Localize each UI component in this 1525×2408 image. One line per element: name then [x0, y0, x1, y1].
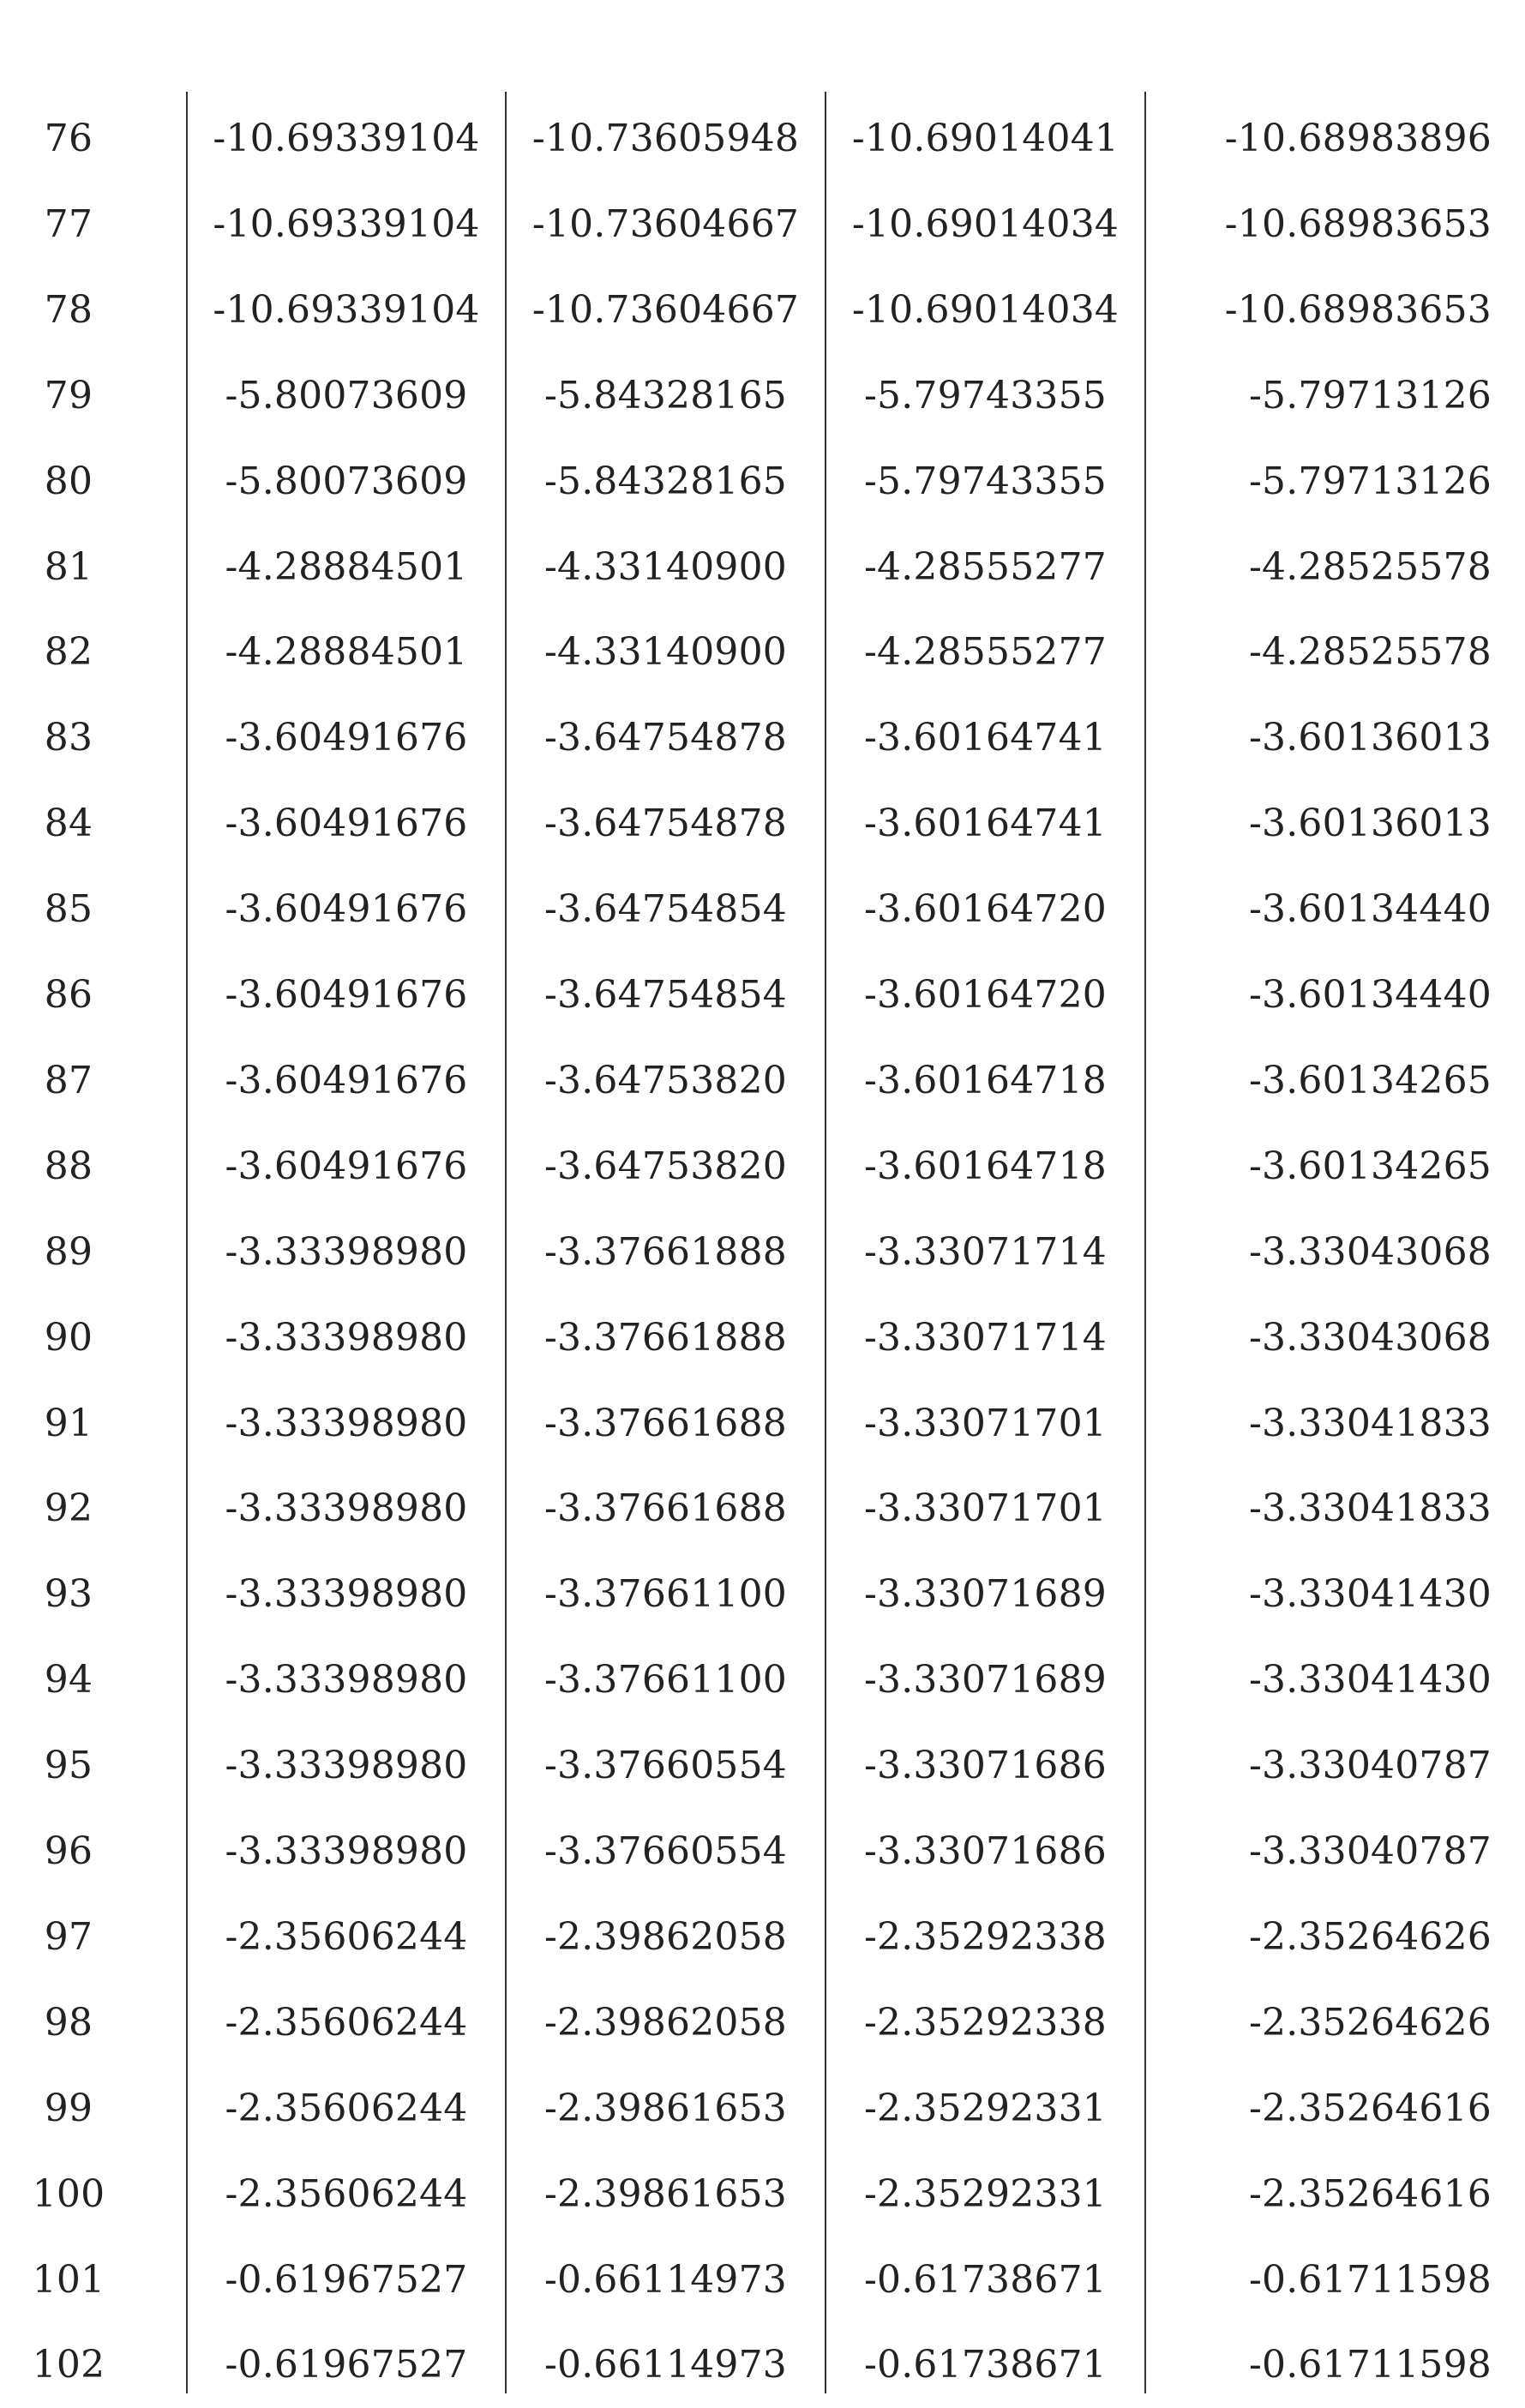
table-row: [0, 695, 1525, 781]
value-cell: -3.64754878: [543, 802, 787, 845]
table-row: [0, 353, 1525, 439]
value-cell: -10.68983653: [1224, 288, 1492, 332]
value-cell: -3.60164718: [863, 1144, 1107, 1188]
value-cell: -3.33071714: [863, 1316, 1107, 1360]
row-index-cell: 88: [44, 1144, 93, 1188]
value-cell: -3.37661888: [543, 1230, 787, 1274]
value-cell: -10.68983653: [1224, 202, 1492, 246]
value-cell: -3.33041833: [1248, 1402, 1492, 1445]
row-index-cell: 89: [44, 1230, 93, 1274]
value-cell: -3.33071701: [863, 1486, 1107, 1530]
value-cell: -10.69014034: [851, 288, 1120, 332]
value-cell: -3.33398980: [225, 1572, 468, 1616]
table-row: [0, 1637, 1525, 1723]
value-cell: -10.68983896: [1224, 117, 1492, 160]
value-cell: -5.84328165: [543, 374, 787, 417]
value-cell: -0.61967527: [225, 2258, 468, 2302]
value-cell: -3.33398980: [225, 1402, 468, 1445]
value-cell: -3.64753820: [543, 1059, 787, 1102]
value-cell: -3.33071686: [863, 1744, 1107, 1787]
table-row: [0, 96, 1525, 182]
value-cell: -5.80073609: [225, 374, 468, 417]
value-cell: -10.69014041: [851, 117, 1120, 160]
row-index-cell: 82: [44, 630, 93, 674]
row-index-cell: 95: [44, 1744, 93, 1787]
table-row: [0, 1381, 1525, 1467]
value-cell: -4.28525578: [1248, 545, 1492, 589]
value-cell: -3.60134440: [1248, 973, 1492, 1017]
row-index-cell: 81: [44, 545, 93, 589]
value-cell: -3.33043068: [1248, 1316, 1492, 1360]
value-cell: -3.60491676: [225, 973, 468, 1017]
row-index-cell: 84: [44, 802, 93, 845]
value-cell: -3.33071689: [863, 1658, 1107, 1702]
table-row: [0, 867, 1525, 952]
table-row: [0, 610, 1525, 695]
value-cell: -0.66114973: [543, 2258, 787, 2302]
row-index-cell: 102: [32, 2343, 105, 2387]
value-cell: -3.33041430: [1248, 1658, 1492, 1702]
value-cell: -5.84328165: [543, 459, 787, 503]
row-index-cell: 79: [44, 374, 93, 417]
value-cell: -4.33140900: [543, 545, 787, 589]
row-index-cell: 76: [44, 117, 93, 160]
value-cell: -3.60134265: [1248, 1144, 1492, 1188]
table-row: [0, 952, 1525, 1038]
table-row: [0, 1980, 1525, 2066]
value-cell: -3.64754854: [543, 973, 787, 1017]
table-row: [0, 1552, 1525, 1637]
value-cell: -3.60491676: [225, 1059, 468, 1102]
value-cell: -10.69339104: [213, 288, 480, 332]
value-cell: -2.39862058: [543, 1915, 787, 1959]
value-cell: -3.60164741: [863, 716, 1107, 760]
row-index-cell: 80: [44, 459, 93, 503]
table-row: [0, 2066, 1525, 2152]
value-cell: -5.80073609: [225, 459, 468, 503]
row-index-cell: 96: [44, 1829, 93, 1873]
value-cell: -3.60491676: [225, 802, 468, 845]
value-cell: -3.37661888: [543, 1316, 787, 1360]
value-cell: -3.60491676: [225, 887, 468, 931]
row-index-cell: 86: [44, 973, 93, 1017]
value-cell: -3.33041833: [1248, 1486, 1492, 1530]
row-index-cell: 77: [44, 202, 93, 246]
value-cell: -2.35292331: [863, 2087, 1107, 2130]
row-index-cell: 97: [44, 1915, 93, 1959]
row-index-cell: 93: [44, 1572, 93, 1616]
value-cell: -10.69014034: [851, 202, 1120, 246]
value-cell: -10.69339104: [213, 202, 480, 246]
value-cell: -3.33398980: [225, 1658, 468, 1702]
value-cell: -2.35264626: [1248, 1915, 1492, 1959]
value-cell: -3.33398980: [225, 1230, 468, 1274]
table-row: [0, 439, 1525, 525]
table-row: [0, 1809, 1525, 1895]
table-row: [0, 1466, 1525, 1552]
value-cell: -3.60164720: [863, 887, 1107, 931]
value-cell: -4.28555277: [863, 545, 1107, 589]
value-cell: -3.60164741: [863, 802, 1107, 845]
value-cell: -4.28884501: [225, 545, 468, 589]
value-cell: -10.69339104: [213, 117, 480, 160]
value-cell: -3.60134440: [1248, 887, 1492, 931]
value-cell: -0.61738671: [863, 2343, 1107, 2387]
value-cell: -2.35606244: [225, 2172, 468, 2216]
value-cell: -4.28884501: [225, 630, 468, 674]
value-cell: -2.35292338: [863, 1915, 1107, 1959]
table-row: [0, 2237, 1525, 2323]
table-row: [0, 182, 1525, 267]
value-cell: -5.79743355: [863, 459, 1107, 503]
value-cell: -2.39861653: [543, 2087, 787, 2130]
value-cell: -3.33071686: [863, 1829, 1107, 1873]
table-row: [0, 1124, 1525, 1210]
value-cell: -5.79743355: [863, 374, 1107, 417]
value-cell: -5.79713126: [1248, 459, 1492, 503]
row-index-cell: 87: [44, 1059, 93, 1102]
value-cell: -3.33041430: [1248, 1572, 1492, 1616]
value-cell: -0.66114973: [543, 2343, 787, 2387]
value-cell: -3.64754854: [543, 887, 787, 931]
value-cell: -10.73605948: [531, 117, 800, 160]
value-cell: -0.61738671: [863, 2258, 1107, 2302]
value-cell: -3.60136013: [1248, 802, 1492, 845]
value-cell: -2.35292338: [863, 2001, 1107, 2045]
value-cell: -2.35292331: [863, 2172, 1107, 2216]
row-index-cell: 101: [32, 2258, 105, 2302]
value-cell: -3.33071701: [863, 1402, 1107, 1445]
value-cell: -3.33043068: [1248, 1230, 1492, 1274]
row-index-cell: 99: [44, 2087, 93, 2130]
row-index-cell: 85: [44, 887, 93, 931]
row-index-cell: 91: [44, 1402, 93, 1445]
value-cell: -3.33398980: [225, 1829, 468, 1873]
row-index-cell: 78: [44, 288, 93, 332]
value-cell: -3.37660554: [543, 1829, 787, 1873]
value-cell: -3.33398980: [225, 1486, 468, 1530]
table-row: [0, 1723, 1525, 1809]
value-cell: -3.37661100: [543, 1572, 787, 1616]
table-row: [0, 1895, 1525, 1980]
value-cell: -0.61711598: [1248, 2343, 1492, 2387]
value-cell: -2.35606244: [225, 2087, 468, 2130]
table-row: [0, 1038, 1525, 1124]
row-index-cell: 100: [32, 2172, 105, 2216]
value-cell: -10.73604667: [531, 288, 800, 332]
value-cell: -3.33398980: [225, 1744, 468, 1787]
value-cell: -4.33140900: [543, 630, 787, 674]
value-cell: -2.39861653: [543, 2172, 787, 2216]
value-cell: -2.35264616: [1248, 2172, 1492, 2216]
row-index-cell: 90: [44, 1316, 93, 1360]
row-index-cell: 98: [44, 2001, 93, 2045]
value-cell: -3.64754878: [543, 716, 787, 760]
value-cell: -10.73604667: [531, 202, 800, 246]
value-cell: -4.28555277: [863, 630, 1107, 674]
table-row: [0, 2152, 1525, 2237]
value-cell: -3.64753820: [543, 1144, 787, 1188]
value-cell: -2.39862058: [543, 2001, 787, 2045]
row-index-cell: 94: [44, 1658, 93, 1702]
value-cell: -2.35264626: [1248, 2001, 1492, 2045]
table-row: [0, 1295, 1525, 1381]
value-cell: -2.35264616: [1248, 2087, 1492, 2130]
value-cell: -3.33071714: [863, 1230, 1107, 1274]
value-cell: -3.60491676: [225, 1144, 468, 1188]
value-cell: -3.33398980: [225, 1316, 468, 1360]
value-cell: -3.60136013: [1248, 716, 1492, 760]
table-row: [0, 267, 1525, 353]
value-cell: -0.61711598: [1248, 2258, 1492, 2302]
value-cell: -3.37660554: [543, 1744, 787, 1787]
table-row: [0, 525, 1525, 610]
value-cell: -3.37661688: [543, 1402, 787, 1445]
value-cell: -2.35606244: [225, 2001, 468, 2045]
table-row: [0, 781, 1525, 867]
value-cell: -3.33040787: [1248, 1744, 1492, 1787]
value-cell: -5.79713126: [1248, 374, 1492, 417]
value-cell: -3.37661688: [543, 1486, 787, 1530]
value-cell: -3.33071689: [863, 1572, 1107, 1616]
row-index-cell: 83: [44, 716, 93, 760]
value-cell: -3.33040787: [1248, 1829, 1492, 1873]
value-cell: -3.60164718: [863, 1059, 1107, 1102]
value-cell: -3.60164720: [863, 973, 1107, 1017]
table-row: [0, 1210, 1525, 1295]
value-cell: -0.61967527: [225, 2343, 468, 2387]
value-cell: -3.37661100: [543, 1658, 787, 1702]
value-cell: -2.35606244: [225, 1915, 468, 1959]
value-cell: -4.28525578: [1248, 630, 1492, 674]
row-index-cell: 92: [44, 1486, 93, 1530]
table-row: [0, 2322, 1525, 2408]
value-cell: -3.60134265: [1248, 1059, 1492, 1102]
value-cell: -3.60491676: [225, 716, 468, 760]
